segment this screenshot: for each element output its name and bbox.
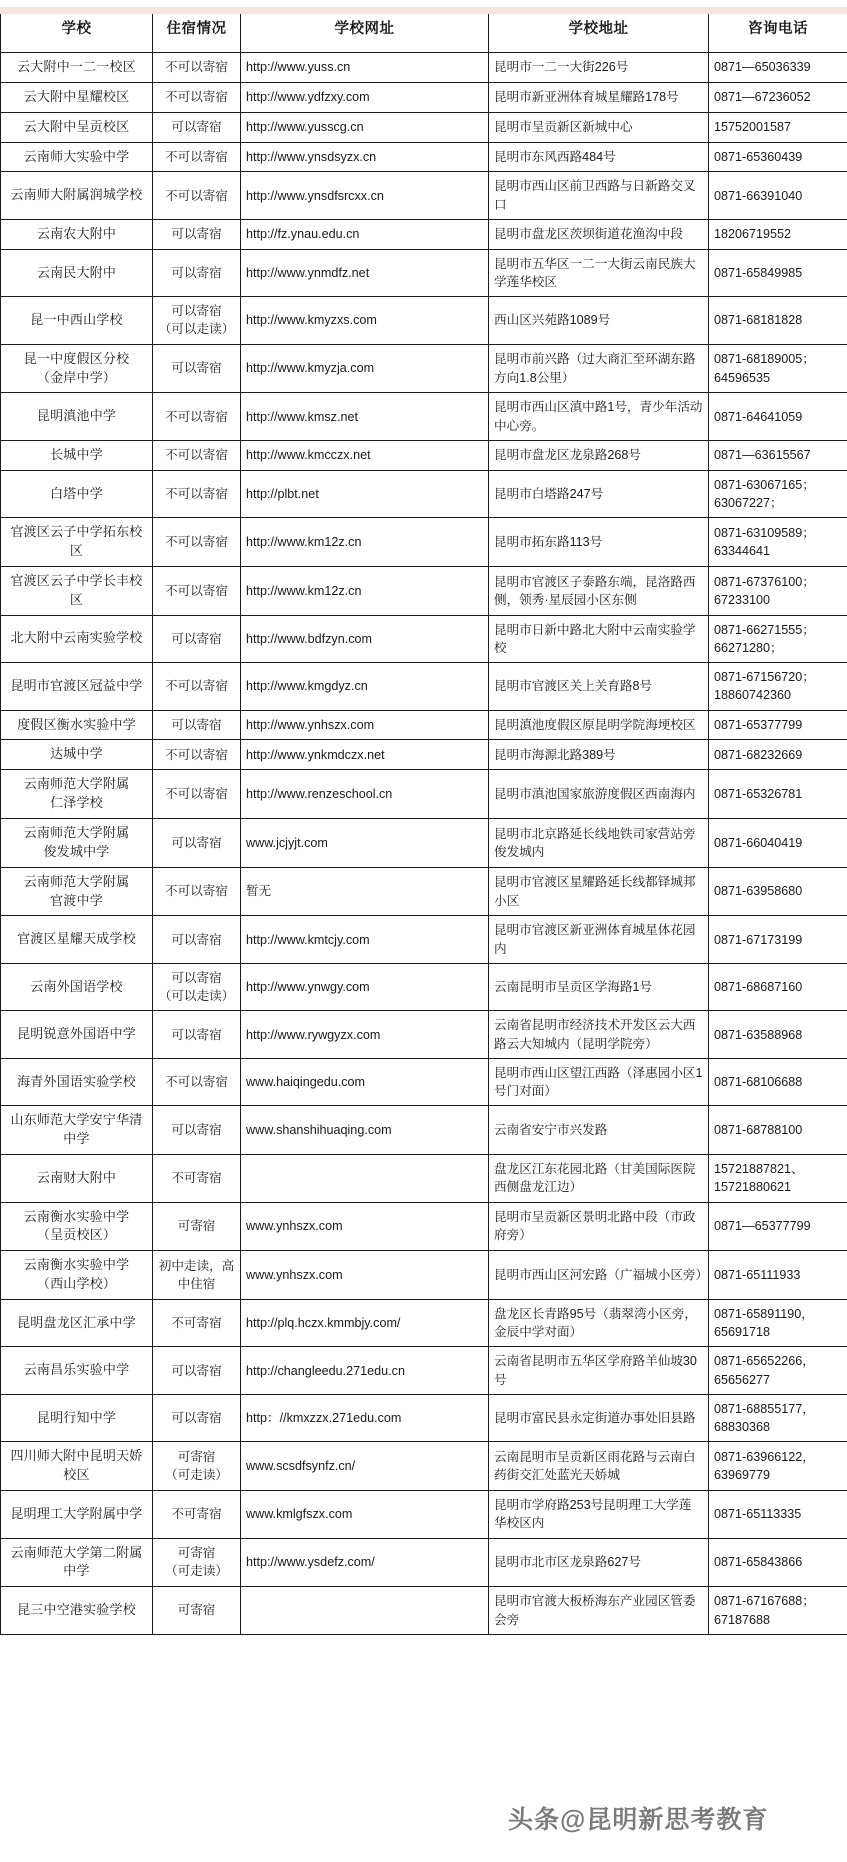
- cell-phone: 0871-65113335: [709, 1491, 847, 1539]
- cell-address: 昆明市官渡区新亚洲体育城星体花园内: [489, 916, 709, 964]
- cell-boarding: 可以寄宿: [153, 1394, 241, 1442]
- cell-phone: 0871-63966122，63969779: [709, 1442, 847, 1491]
- table-row: [1, 1011, 847, 1059]
- table-row: [1, 393, 847, 441]
- cell-phone: 0871-66391040: [709, 172, 847, 220]
- cell-boarding: 可以寄宿: [153, 819, 241, 868]
- cell-website: http://plq.hczx.kmmbjy.com/: [241, 1299, 489, 1347]
- cell-school: 长城中学: [1, 440, 153, 470]
- cell-address: 云南省安宁市兴发路: [489, 1106, 709, 1155]
- cell-address: 盘龙区江东花园北路（甘美国际医院西侧盘龙江边）: [489, 1155, 709, 1203]
- cell-address: 云南昆明市呈贡区学海路1号: [489, 963, 709, 1011]
- cell-boarding: 不可以寄宿: [153, 663, 241, 711]
- cell-address: 昆明市拓东路113号: [489, 518, 709, 567]
- cell-phone: 0871—67236052: [709, 82, 847, 112]
- cell-boarding: 可以寄宿: [153, 249, 241, 297]
- table-row: [1, 1155, 847, 1203]
- cell-website: http://www.kmsz.net: [241, 393, 489, 441]
- cell-phone: 0871-63109589；63344641: [709, 518, 847, 567]
- cell-boarding: 可以寄宿: [153, 615, 241, 663]
- cell-website: http://www.bdfzyn.com: [241, 615, 489, 663]
- cell-website: http://fz.ynau.edu.cn: [241, 219, 489, 249]
- cell-boarding: 可以寄宿: [153, 1347, 241, 1395]
- cell-address: 昆明市西山区望江西路（泽惠园小区1号门对面）: [489, 1058, 709, 1106]
- cell-boarding: 不可以寄宿: [153, 518, 241, 567]
- cell-address: 昆明市西山区河宏路（广福城小区旁）: [489, 1251, 709, 1300]
- cell-school: 云南民大附中: [1, 249, 153, 297]
- table-header-row: [1, 8, 847, 53]
- cell-phone: 18206719552: [709, 219, 847, 249]
- cell-website: http://www.kmgdyz.cn: [241, 663, 489, 711]
- table-row: [1, 297, 847, 345]
- cell-boarding: 不可寄宿: [153, 1491, 241, 1539]
- cell-boarding: 可以寄宿: [153, 1106, 241, 1155]
- cell-boarding: 可寄宿 （可走读）: [153, 1442, 241, 1491]
- table-row: [1, 440, 847, 470]
- cell-boarding: 可寄宿 （可走读）: [153, 1538, 241, 1587]
- cell-phone: 0871-63067165；63067227；: [709, 470, 847, 518]
- table-row: [1, 172, 847, 220]
- cell-boarding: 不可寄宿: [153, 1155, 241, 1203]
- cell-school: 四川师大附中昆明天娇校区: [1, 1442, 153, 1491]
- cell-address: 昆明市官渡区关上关育路8号: [489, 663, 709, 711]
- table-row: [1, 566, 847, 615]
- cell-school: 官渡区云子中学拓东校区: [1, 518, 153, 567]
- cell-school: 昆明行知中学: [1, 1394, 153, 1442]
- watermark: [508, 1800, 768, 1836]
- cell-school: 官渡区云子中学长丰校区: [1, 566, 153, 615]
- cell-phone: 0871-67173199: [709, 916, 847, 964]
- cell-boarding: 可以寄宿: [153, 916, 241, 964]
- cell-website: http://www.kmyzja.com: [241, 344, 489, 393]
- cell-website: 暂无: [241, 867, 489, 916]
- cell-address: 昆明市学府路253号昆明理工大学莲华校区内: [489, 1491, 709, 1539]
- cell-boarding: 不可寄宿: [153, 1299, 241, 1347]
- cell-phone: 0871-67167688；67187688: [709, 1587, 847, 1635]
- cell-school: 昆明理工大学附属中学: [1, 1491, 153, 1539]
- cell-phone: 0871-63588968: [709, 1011, 847, 1059]
- cell-school: 云大附中呈贡校区: [1, 112, 153, 142]
- cell-school: 昆明滇池中学: [1, 393, 153, 441]
- cell-website: http://changleedu.271edu.cn: [241, 1347, 489, 1395]
- column-header-school: 学校: [1, 8, 153, 53]
- cell-website: http://www.ydfzxy.com: [241, 82, 489, 112]
- column-header-boarding: 住宿情况: [153, 8, 241, 53]
- table-header: [1, 8, 847, 53]
- cell-boarding: 不可以寄宿: [153, 393, 241, 441]
- cell-address: 云南省昆明市五华区学府路羊仙坡30号: [489, 1347, 709, 1395]
- cell-address: 昆明滇池度假区原昆明学院海埂校区: [489, 710, 709, 740]
- cell-boarding: 可以寄宿: [153, 219, 241, 249]
- cell-address: 昆明市东风西路484号: [489, 142, 709, 172]
- table-row: [1, 770, 847, 819]
- cell-school: 昆三中空港实验学校: [1, 1587, 153, 1635]
- cell-phone: 0871-68788100: [709, 1106, 847, 1155]
- cell-website: http://www.kmtcjy.com: [241, 916, 489, 964]
- cell-boarding: 可以寄宿 （可以走读）: [153, 963, 241, 1011]
- cell-address: 西山区兴苑路1089号: [489, 297, 709, 345]
- cell-school: 云大附中一二一校区: [1, 53, 153, 83]
- table-row: [1, 1538, 847, 1587]
- cell-website: www.jcjyjt.com: [241, 819, 489, 868]
- cell-address: 昆明市滇池国家旅游度假区西南海内: [489, 770, 709, 819]
- cell-school: 云南师大附属润城学校: [1, 172, 153, 220]
- table-row: [1, 963, 847, 1011]
- cell-website: http://www.km12z.cn: [241, 566, 489, 615]
- cell-website: www.ynhszx.com: [241, 1202, 489, 1251]
- cell-address: 昆明市呈贡新区景明北路中段（市政府旁）: [489, 1202, 709, 1251]
- cell-boarding: 可以寄宿 （可以走读）: [153, 297, 241, 345]
- table-row: [1, 53, 847, 83]
- table-row: [1, 219, 847, 249]
- cell-school: 白塔中学: [1, 470, 153, 518]
- column-header-address: 学校地址: [489, 8, 709, 53]
- cell-school: 云南衡水实验中学 （呈贡校区）: [1, 1202, 153, 1251]
- table-row: [1, 112, 847, 142]
- cell-school: 云南师范大学附属 官渡中学: [1, 867, 153, 916]
- table-row: [1, 1058, 847, 1106]
- cell-school: 海青外国语实验学校: [1, 1058, 153, 1106]
- column-header-phone: 咨询电话: [709, 8, 847, 53]
- table-row: [1, 518, 847, 567]
- cell-boarding: 不可以寄宿: [153, 566, 241, 615]
- cell-website: http://www.ynsdfsrcxx.cn: [241, 172, 489, 220]
- table-row: [1, 1587, 847, 1635]
- cell-school: 云南财大附中: [1, 1155, 153, 1203]
- cell-boarding: 可以寄宿: [153, 1011, 241, 1059]
- cell-website: http://www.ynhszx.com: [241, 710, 489, 740]
- cell-phone: 0871-64641059: [709, 393, 847, 441]
- cell-address: 昆明市五华区一二一大街云南民族大学莲华校区: [489, 249, 709, 297]
- table-row: [1, 663, 847, 711]
- cell-address: 昆明市西山区前卫西路与日新路交叉口: [489, 172, 709, 220]
- cell-address: 昆明市官渡大板桥海东产业园区管委会旁: [489, 1587, 709, 1635]
- watermark-account: 昆明新思考教育: [586, 1806, 768, 1834]
- cell-website: [241, 1587, 489, 1635]
- cell-website: http://www.kmcczx.net: [241, 440, 489, 470]
- cell-school: 度假区衡水实验中学: [1, 710, 153, 740]
- cell-website: http://www.ysdefz.com/: [241, 1538, 489, 1587]
- cell-phone: 0871-65326781: [709, 770, 847, 819]
- cell-phone: 0871—65036339: [709, 53, 847, 83]
- cell-website: [241, 1155, 489, 1203]
- cell-school: 昆一中西山学校: [1, 297, 153, 345]
- cell-address: 昆明市日新中路北大附中云南实验学校: [489, 615, 709, 663]
- cell-school: 云南衡水实验中学 （西山学校）: [1, 1251, 153, 1300]
- cell-phone: 0871-65652266，65656277: [709, 1347, 847, 1395]
- cell-school: 云南师范大学附属 仁泽学校: [1, 770, 153, 819]
- cell-address: 昆明市官渡区星耀路延长线都铎城邦小区: [489, 867, 709, 916]
- cell-website: www.ynhszx.com: [241, 1251, 489, 1300]
- cell-address: 昆明市新亚洲体育城星耀路178号: [489, 82, 709, 112]
- cell-boarding: 不可以寄宿: [153, 172, 241, 220]
- cell-school: 云南师范大学附属 俊发城中学: [1, 819, 153, 868]
- cell-boarding: 可以寄宿: [153, 344, 241, 393]
- cell-phone: 0871—63615567: [709, 440, 847, 470]
- cell-address: 昆明市盘龙区茨坝街道花渔沟中段: [489, 219, 709, 249]
- cell-website: www.haiqingedu.com: [241, 1058, 489, 1106]
- cell-website: http://www.ynwgy.com: [241, 963, 489, 1011]
- cell-boarding: 不可以寄宿: [153, 867, 241, 916]
- cell-website: http://www.ynmdfz.net: [241, 249, 489, 297]
- cell-phone: 0871-65111933: [709, 1251, 847, 1300]
- table-row: [1, 1106, 847, 1155]
- cell-boarding: 可寄宿: [153, 1587, 241, 1635]
- school-directory-table: [0, 7, 847, 1635]
- cell-website: http://www.yusscg.cn: [241, 112, 489, 142]
- page-root: [0, 7, 847, 1862]
- cell-school: 云南外国语学校: [1, 963, 153, 1011]
- cell-website: http://www.ynkmdczx.net: [241, 740, 489, 770]
- table-row: [1, 819, 847, 868]
- cell-boarding: 可以寄宿: [153, 710, 241, 740]
- cell-website: http://www.ynsdsyzx.cn: [241, 142, 489, 172]
- cell-address: 昆明市西山区滇中路1号，青少年活动中心旁。: [489, 393, 709, 441]
- cell-phone: 0871-67156720；18860742360: [709, 663, 847, 711]
- cell-website: http://plbt.net: [241, 470, 489, 518]
- cell-address: 昆明市白塔路247号: [489, 470, 709, 518]
- cell-website: http://www.rywgyzx.com: [241, 1011, 489, 1059]
- cell-phone: 0871-65891190，65691718: [709, 1299, 847, 1347]
- cell-boarding: 不可以寄宿: [153, 142, 241, 172]
- table-row: [1, 1491, 847, 1539]
- cell-school: 达城中学: [1, 740, 153, 770]
- cell-address: 昆明市北市区龙泉路627号: [489, 1538, 709, 1587]
- cell-phone: 0871—65377799: [709, 1202, 847, 1251]
- cell-boarding: 不可以寄宿: [153, 740, 241, 770]
- cell-school: 昆一中度假区分校 （金岸中学）: [1, 344, 153, 393]
- table-row: [1, 740, 847, 770]
- cell-address: 昆明市一二一大街226号: [489, 53, 709, 83]
- cell-phone: 0871-65377799: [709, 710, 847, 740]
- cell-address: 盘龙区长青路95号（翡翠湾小区旁，金辰中学对面）: [489, 1299, 709, 1347]
- cell-phone: 0871-68855177，68830368: [709, 1394, 847, 1442]
- cell-boarding: 可寄宿: [153, 1202, 241, 1251]
- cell-phone: 0871-68106688: [709, 1058, 847, 1106]
- table-row: [1, 615, 847, 663]
- cell-phone: 0871-63958680: [709, 867, 847, 916]
- table-row: [1, 916, 847, 964]
- cell-address: 昆明市海源北路389号: [489, 740, 709, 770]
- cell-school: 官渡区星耀天成学校: [1, 916, 153, 964]
- cell-website: http://www.renzeschool.cn: [241, 770, 489, 819]
- table-row: [1, 82, 847, 112]
- table-row: [1, 142, 847, 172]
- cell-website: http://www.yuss.cn: [241, 53, 489, 83]
- cell-boarding: 可以寄宿: [153, 112, 241, 142]
- cell-school: 云大附中星耀校区: [1, 82, 153, 112]
- column-header-website: 学校网址: [241, 8, 489, 53]
- cell-boarding: 不可以寄宿: [153, 470, 241, 518]
- cell-boarding: 初中走读，高中住宿: [153, 1251, 241, 1300]
- cell-boarding: 不可以寄宿: [153, 82, 241, 112]
- cell-website: www.kmlgfszx.com: [241, 1491, 489, 1539]
- cell-school: 云南师大实验中学: [1, 142, 153, 172]
- cell-website: http://www.kmyzxs.com: [241, 297, 489, 345]
- cell-address: 昆明市盘龙区龙泉路268号: [489, 440, 709, 470]
- table-row: [1, 470, 847, 518]
- watermark-at-symbol: @: [560, 1804, 586, 1834]
- table-body: [1, 53, 847, 1635]
- cell-address: 昆明市北京路延长线地铁司家营站旁俊发城内: [489, 819, 709, 868]
- table-row: [1, 867, 847, 916]
- cell-phone: 0871-68189005；64596535: [709, 344, 847, 393]
- cell-phone: 0871-68232669: [709, 740, 847, 770]
- cell-address: 昆明市富民县永定街道办事处旧县路: [489, 1394, 709, 1442]
- watermark-prefix: 头条: [508, 1806, 560, 1834]
- cell-school: 山东师范大学安宁华清中学: [1, 1106, 153, 1155]
- cell-address: 云南省昆明市经济技术开发区云大西路云大知城内（昆明学院旁）: [489, 1011, 709, 1059]
- cell-boarding: 不可以寄宿: [153, 770, 241, 819]
- top-accent-strip: [0, 7, 847, 14]
- table-row: [1, 710, 847, 740]
- cell-phone: 0871-67376100；67233100: [709, 566, 847, 615]
- cell-website: http：//kmxzzx.271edu.com: [241, 1394, 489, 1442]
- cell-phone: 0871-65849985: [709, 249, 847, 297]
- cell-phone: 0871-66040419: [709, 819, 847, 868]
- cell-website: www.scsdfsynfz.cn/: [241, 1442, 489, 1491]
- cell-website: http://www.km12z.cn: [241, 518, 489, 567]
- table-row: [1, 1394, 847, 1442]
- cell-school: 昆明锐意外国语中学: [1, 1011, 153, 1059]
- cell-phone: 0871-65843866: [709, 1538, 847, 1587]
- table-row: [1, 1442, 847, 1491]
- table-row: [1, 1251, 847, 1300]
- cell-school: 北大附中云南实验学校: [1, 615, 153, 663]
- cell-website: www.shanshihuaqing.com: [241, 1106, 489, 1155]
- table-row: [1, 344, 847, 393]
- cell-phone: 15721887821、15721880621: [709, 1155, 847, 1203]
- cell-address: 昆明市呈贡新区新城中心: [489, 112, 709, 142]
- table-row: [1, 1299, 847, 1347]
- cell-school: 云南师范大学第二附属中学: [1, 1538, 153, 1587]
- table-row: [1, 1347, 847, 1395]
- cell-address: 昆明市前兴路（过大商汇至环湖东路方向1.8公里）: [489, 344, 709, 393]
- cell-school: 云南昌乐实验中学: [1, 1347, 153, 1395]
- cell-address: 昆明市官渡区子泰路东端，昆洛路西侧，领秀·星辰园小区东侧: [489, 566, 709, 615]
- table-row: [1, 249, 847, 297]
- cell-school: 昆明盘龙区汇承中学: [1, 1299, 153, 1347]
- cell-boarding: 不可以寄宿: [153, 440, 241, 470]
- cell-school: 昆明市官渡区冠益中学: [1, 663, 153, 711]
- cell-phone: 0871-66271555；66271280；: [709, 615, 847, 663]
- table-row: [1, 1202, 847, 1251]
- cell-phone: 0871-68687160: [709, 963, 847, 1011]
- cell-phone: 0871-68181828: [709, 297, 847, 345]
- cell-school: 云南农大附中: [1, 219, 153, 249]
- cell-boarding: 不可以寄宿: [153, 53, 241, 83]
- cell-phone: 0871-65360439: [709, 142, 847, 172]
- cell-boarding: 不可以寄宿: [153, 1058, 241, 1106]
- cell-phone: 15752001587: [709, 112, 847, 142]
- cell-address: 云南昆明市呈贡新区雨花路与云南白药街交汇处蓝光天娇城: [489, 1442, 709, 1491]
